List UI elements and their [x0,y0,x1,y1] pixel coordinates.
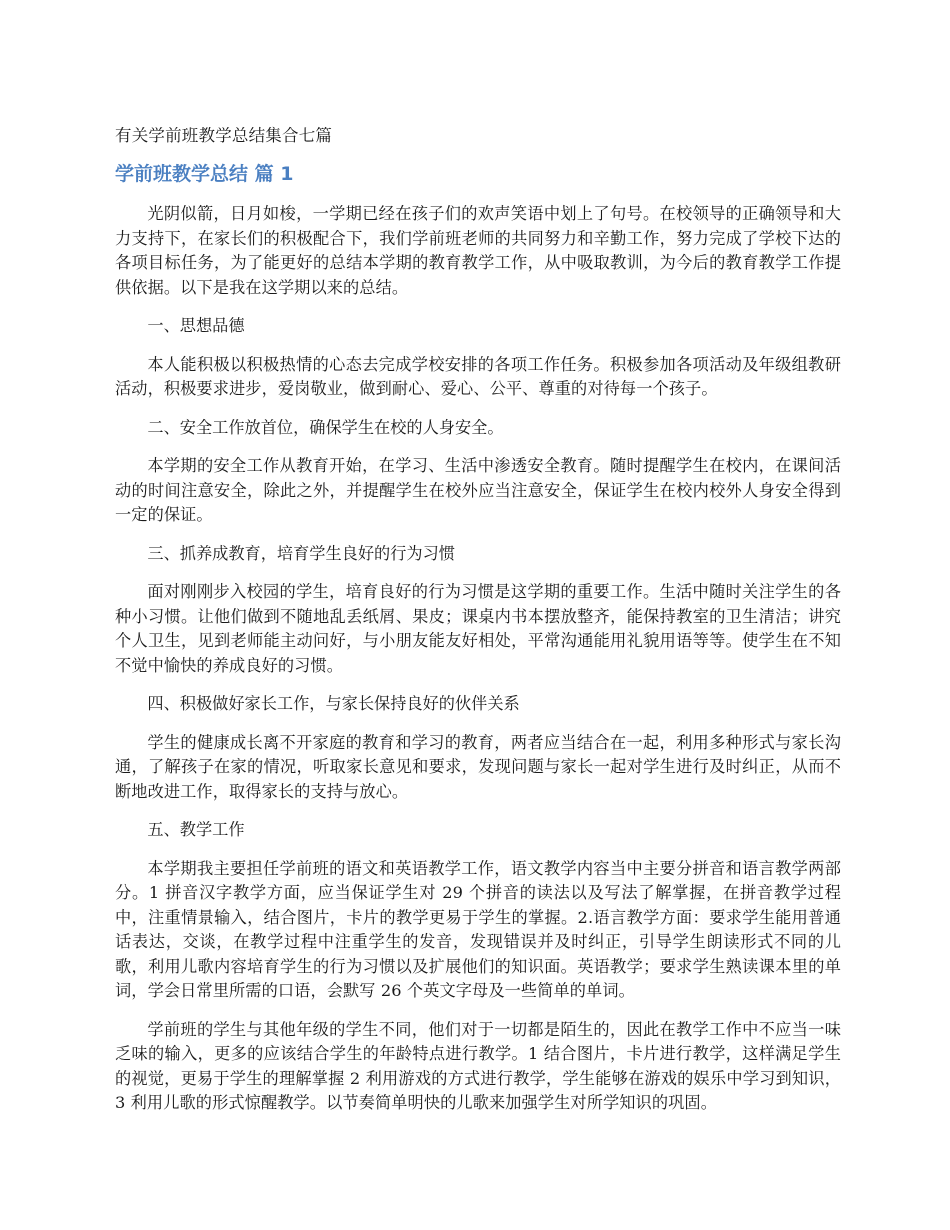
subheading-parents: 四、积极做好家长工作，与家长保持良好的伙伴关系 [147,694,520,713]
subheading-safety: 二、安全工作放首位，确保学生在校的人身安全。 [147,417,504,437]
subheading-habits: 三、抓养成教育，培育学生良好的行为习惯 [147,543,455,563]
paragraph-teaching: 本学期我主要担任学前班的语文和英语教学工作，语文教学内容当中主要分拼音和语言教学两部分。1 拼音汉字教学方面，应当保证学生对 29 个拼音的读法以及写法了解掌握，在拼音教学过程中，注重情景输入，结合图片，卡片的教学更易于学生的掌握。2.语言教学方面：要求学生能用普通话表达，交谈，在教学过程中注重学生的发音，发现错误并及时纠正，引导学生朗读形式不同的儿歌，利用儿歌内容培育学生的行为习惯以及扩展他们的知识面。英语教学；要求学生熟读课本里的单词，学会日常里所需的口语，会默写 26 个英文字母及一些简单的单词。 [115,858,841,1000]
paragraph-methods: 学前班的学生与其他年级的学生不同，他们对于一切都是陌生的，因此在教学工作中不应当一味乏味的输入，更多的应该结合学生的年龄特点进行教学。1 结合图片，卡片进行教学，这样满足学生的视觉，更易于学生的理解掌握 2 利用游戏的方式进行教学，学生能够在游戏的娱乐中学习到知识，3 利用儿歌的形式惊醒教学。以节奏简单明快的儿歌来加强学生对所学知识的巩固。 [115,1019,841,1112]
paragraph-parents: 学生的健康成长离不开家庭的教育和学习的教育，两者应当结合在一起，利用多种形式与家长沟通，了解孩子在家的情况，听取家长意见和要求，发现问题与家长一起对学生进行及时纠正，从而不断地改进工作，取得家长的支持与放心。 [115,732,841,801]
document-page [115,122,841,1130]
paragraph-safety: 本学期的安全工作从教育开始，在学习、生活中渗透安全教育。随时提醒学生在校内，在课间活动的时间注意安全，除此之外，并提醒学生在校外应当注意安全，保证学生在校内校外人身安全得到一定的保证。 [115,456,841,524]
paragraph-moral: 本人能积极以积极热情的心态去完成学校安排的各项工作任务。积极参加各项活动及年级组教研活动，积极要求进步，爱岗敬业，做到耐心、爱心、公平、尊重的对待每一个孩子。 [115,354,841,398]
paragraph-habits: 面对刚刚步入校园的学生，培育良好的行为习惯是这学期的重要工作。生活中随时关注学生的各种小习惯。让他们做到不随地乱丢纸屑、果皮；课桌内书本摆放整齐，能保持教室的卫生清洁；讲究个人卫生，见到老师能主动问好，与小朋友能友好相处，平常沟通能用礼貌用语等等。使学生在不知不觉中愉快的养成良好的习惯。 [115,582,841,675]
section-heading: 学前班教学总结 篇 1 [115,163,294,185]
subheading-moral: 一、思想品德 [147,316,245,335]
paragraph-intro: 光阴似箭，日月如梭，一学期已经在孩子们的欢声笑语中划上了句号。在校领导的正确领导和大力支持下，在家长们的积极配合下，我们学前班老师的共同努力和辛勤工作，努力完成了学校下达的各项目标任务，为了能更好的总结本学期的教育教学工作，从中吸取教训，为今后的教育教学工作提供依据。以下是我在这学期以来的总结。 [115,204,841,297]
document-title: 有关学前班教学总结集合七篇 [115,126,333,145]
subheading-teaching: 五、教学工作 [147,820,245,839]
